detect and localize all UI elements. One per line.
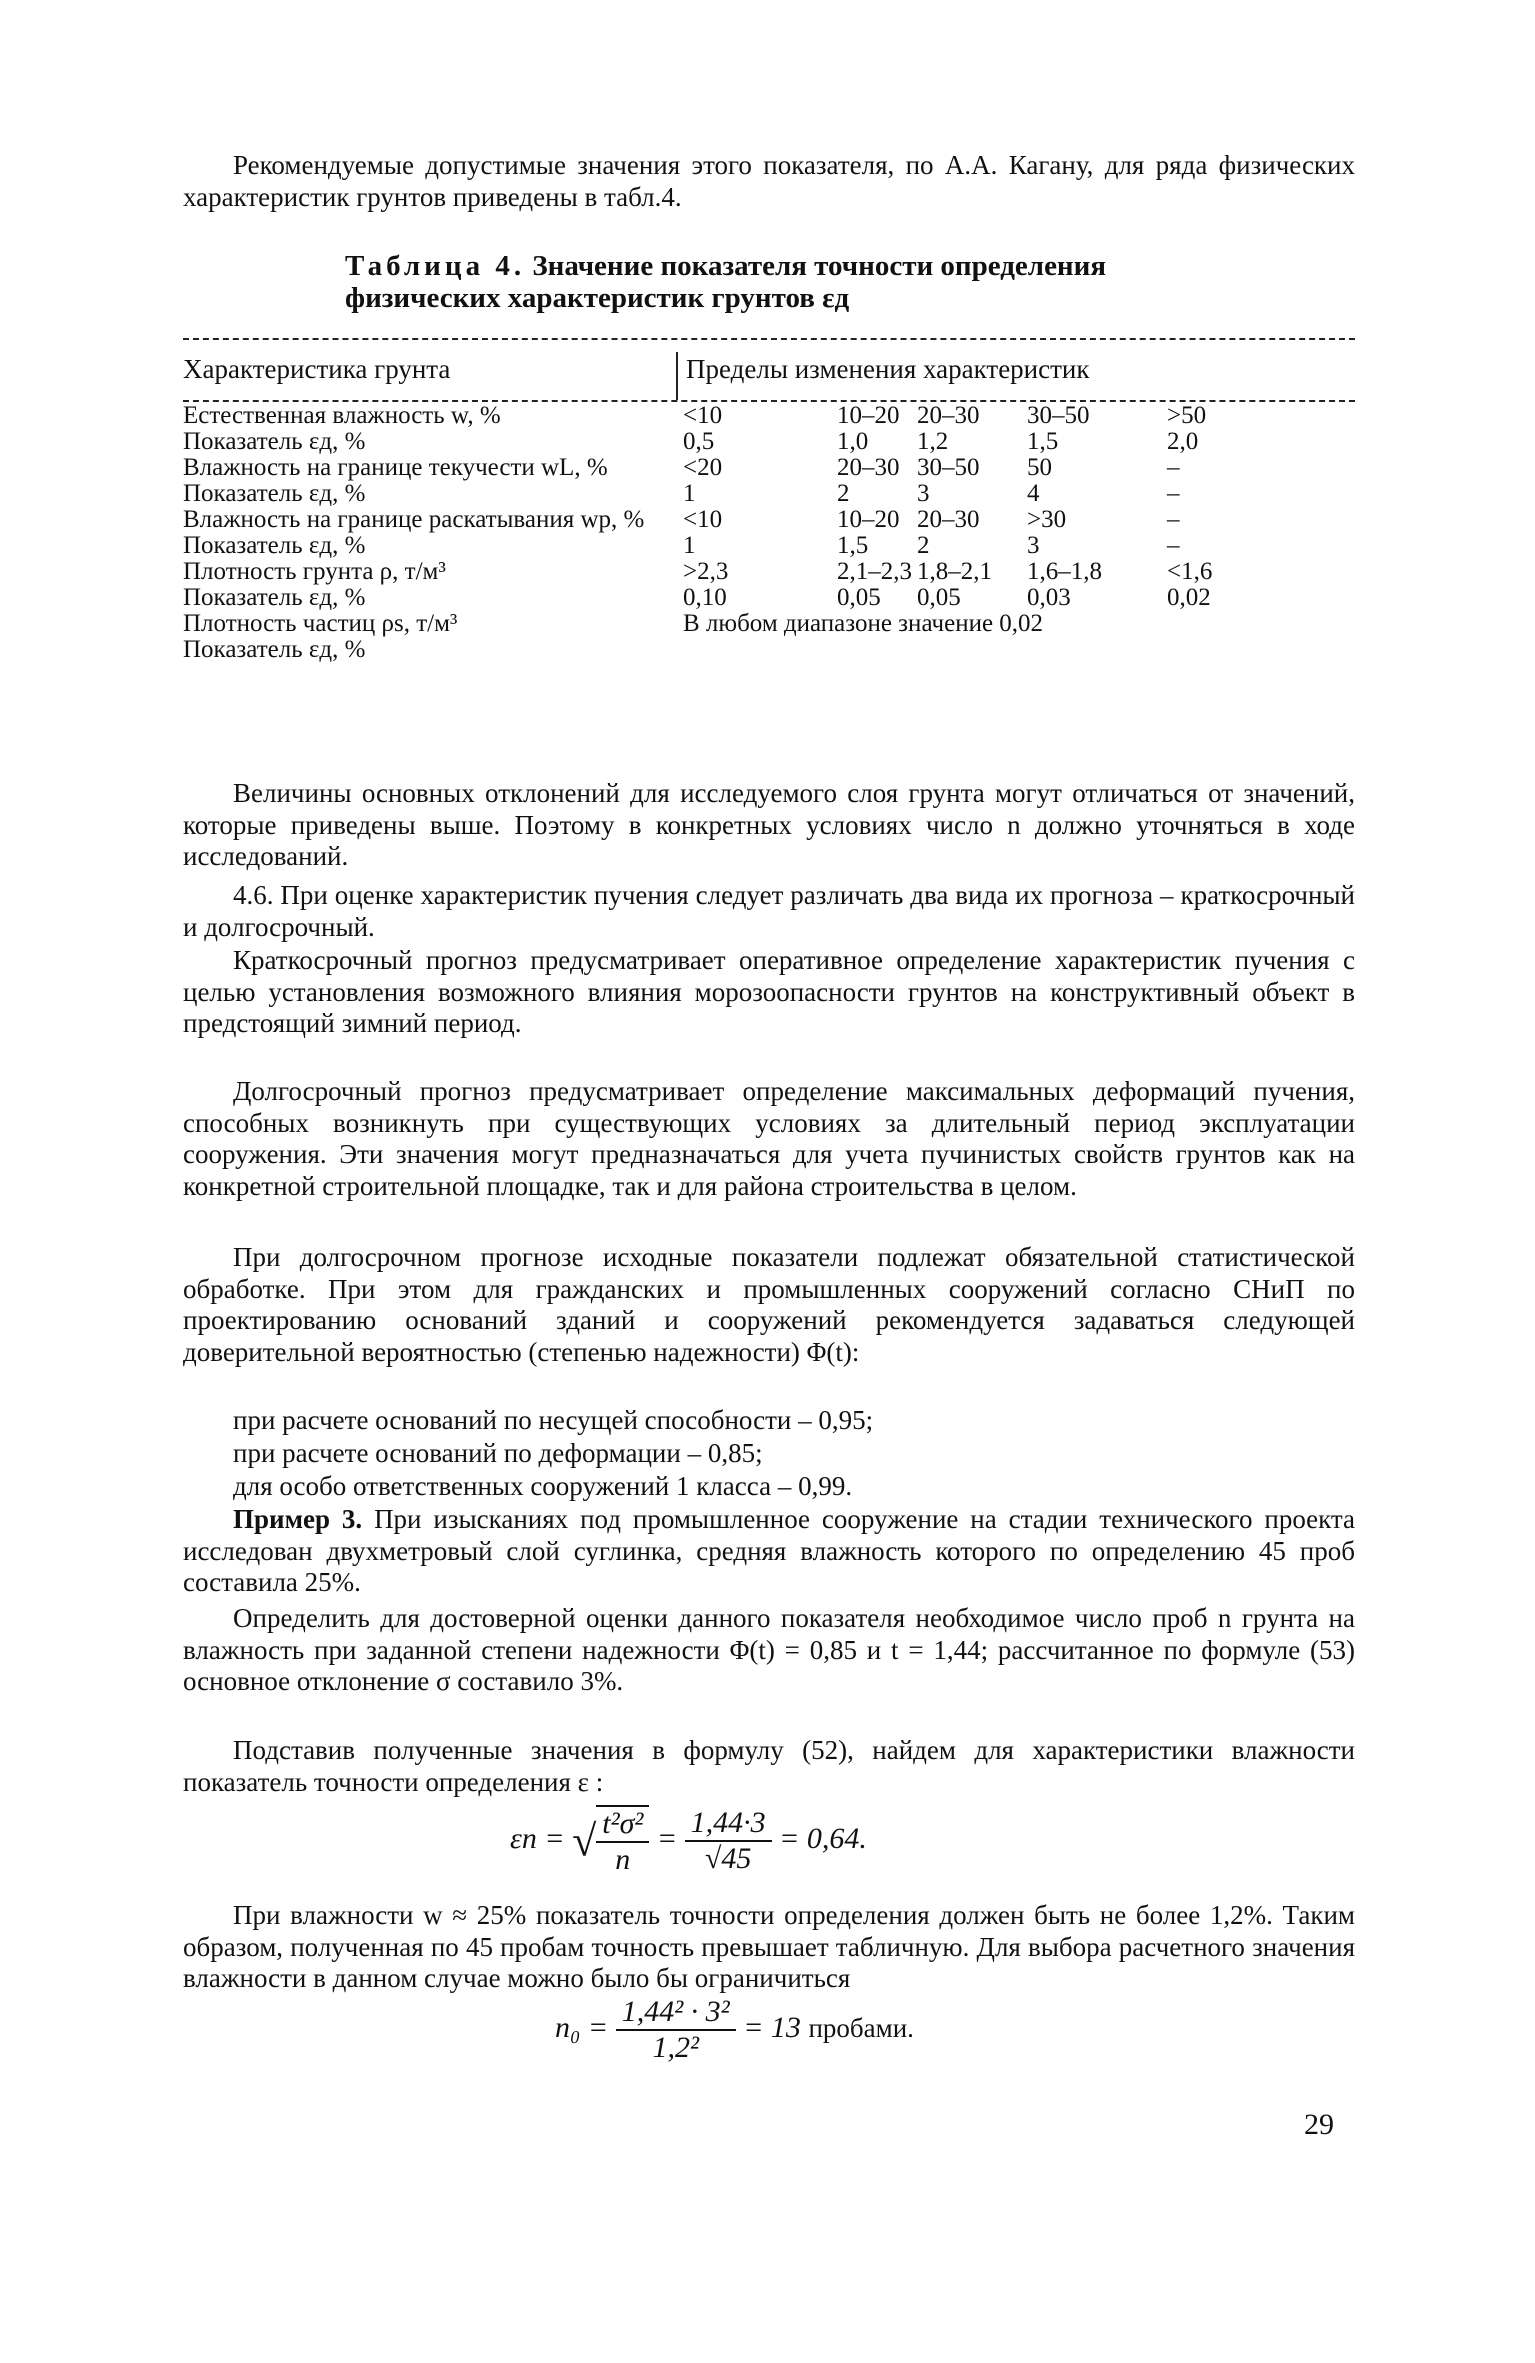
table-cell: 1,2 — [917, 428, 949, 455]
table-cell: <20 — [683, 454, 723, 481]
table-cell: 3 — [1027, 532, 1040, 559]
paragraph-moisture: При влажности w ≈ 25% показатель точности определения должен быть не более 1,2%. Таким образом, полученная по 45 пробам точность превышает табличную. Для выбора расчетного значения влажности в данном случае можно было бы ограничиться — [183, 1900, 1355, 1993]
formula2-result: = 13 — [743, 2010, 801, 2044]
formula1-numerator: t²σ² — [596, 1807, 649, 1843]
list-item: для особо ответственных сооружений 1 класса – 0,99. — [233, 1471, 853, 1501]
formula2-denominator: 1,2² — [652, 2031, 699, 2064]
table-cell: 1,0 — [837, 428, 869, 455]
list-item: при расчете оснований по несущей способности – 0,95; — [233, 1405, 874, 1435]
intro-paragraph: Рекомендуемые допустимые значения этого показателя, по А.А. Кагану, для ряда физических характеристик грунтов приведены в табл.4. — [183, 150, 1355, 212]
list-item: при расчете оснований по деформации – 0,85; — [233, 1438, 763, 1468]
table-cell: >50 — [1167, 402, 1207, 429]
table-row — [183, 637, 1377, 663]
table-cell: 1,6–1,8 — [1027, 558, 1102, 585]
formula1-denominator-2: √45 — [704, 1842, 752, 1875]
table-cell — [1317, 481, 1377, 507]
example-label: Пример 3. — [233, 1504, 363, 1534]
table-cell: 0,02 — [1167, 584, 1211, 611]
table-cell: 30–50 — [1027, 402, 1090, 429]
table-header-divider — [676, 352, 678, 400]
table-row — [183, 585, 1377, 611]
formula1-lhs: εп = — [510, 1821, 565, 1855]
paragraph-determine: Определить для достоверной оценки данного показателя необходимое число проб n грунта на влажность при заданной степени надежности Φ(t) = 0,85 и t = 1,44; рассчитанное по формуле (53) основное отклонение σ составило 3%. — [183, 1603, 1355, 1696]
table-cell — [1027, 637, 1167, 663]
table-cell: 4 — [1027, 480, 1040, 507]
table-cell — [1167, 637, 1317, 663]
table-cell: 50 — [1027, 454, 1052, 481]
table-caption-text: Значение показателя точности определения физических характеристик грунтов εд — [345, 250, 1107, 314]
formula2-lhs: n₀ = — [555, 2010, 609, 2044]
table-row — [183, 455, 1377, 481]
paragraph-4-6: 4.6. При оценке характеристик пучения следует различать два вида их прогноза – краткосрочный и долгосрочный. — [183, 880, 1355, 942]
paragraph-deviations: Величины основных отклонений для исследуемого слоя грунта могут отличаться от значений, которые приведены выше. Поэтому в конкретных условиях число n должно уточняться в ходе исследований. — [183, 778, 1355, 871]
table-cell: В любом диапазоне значение 0,02 — [683, 610, 1044, 637]
table-cell: Показатель εд, % — [183, 480, 366, 507]
table-cell: 0,10 — [683, 584, 727, 611]
table-cell — [837, 637, 917, 663]
table-cell — [1317, 637, 1377, 663]
table-cell: <1,6 — [1167, 558, 1213, 585]
sqrt-icon: √ — [572, 1816, 597, 1866]
formula-epsilon — [510, 1805, 867, 1877]
table-cell: 0,05 — [917, 584, 961, 611]
table-cell: 0,5 — [683, 428, 715, 455]
table-cell — [1317, 533, 1377, 559]
table-row — [183, 403, 1377, 429]
table-cell — [1317, 585, 1377, 611]
paragraph-long-term: Долгосрочный прогноз предусматривает определение максимальных деформаций пучения, способных возникнуть при существующих условиях за длительный период эксплуатации сооружения. Эти значения могут предназначаться для учета пучинистых свойств грунтов как на конкретной строительной площадке, так и для района строительства в целом. — [183, 1076, 1355, 1201]
table-cell: 1 — [683, 532, 696, 559]
table-cell: – — [1167, 454, 1180, 481]
table-cell — [683, 637, 837, 663]
table-cell — [1317, 611, 1377, 637]
table-cell: <10 — [683, 402, 723, 429]
table-row — [183, 507, 1377, 533]
table-cell: Естественная влажность w, % — [183, 402, 501, 429]
table-cell: 1 — [683, 480, 696, 507]
table-cell: 2 — [837, 480, 850, 507]
table-cell: – — [1167, 480, 1180, 507]
table-cell — [1317, 507, 1377, 533]
table-cell: Влажность на границе текучести wL, % — [183, 454, 608, 481]
table-cell — [1317, 403, 1377, 429]
formula2-tail: пробами. — [808, 2012, 914, 2043]
table-cell: 10–20 — [837, 402, 900, 429]
table-row — [183, 481, 1377, 507]
paragraph-example-3 — [183, 1504, 1355, 1599]
table-cell: >30 — [1027, 506, 1067, 533]
table-cell: 20–30 — [917, 402, 980, 429]
table-cell: 0,03 — [1027, 584, 1071, 611]
table-row — [183, 559, 1377, 585]
paragraph-statistics: При долгосрочном прогнозе исходные показатели подлежат обязательной статистической обработке. При этом для гражданских и промышленных сооружений согласно СНиП по проектированию оснований зданий и сооружений рекомендуется задаваться следующей доверительной вероятностью (степенью надежности) Φ(t): — [183, 1242, 1355, 1367]
table-top-rule — [183, 338, 1355, 340]
table-cell: 2 — [917, 532, 930, 559]
table-caption-label: Таблица 4. — [345, 250, 526, 282]
table-cell: – — [1167, 532, 1180, 559]
paragraph-substitute: Подставив полученные значения в формулу (52), найдем для характеристики влажности показатель точности определения ε : — [183, 1735, 1355, 1797]
example-text: При изысканиях под промышленное сооружение на стадии технического проекта исследован двухметровый слой суглинка, средняя влажность которого по определению 45 проб составила 25%. — [183, 1504, 1356, 1597]
table-header-ranges: Пределы изменения характеристик — [686, 354, 1090, 384]
table-cell: 2,0 — [1167, 428, 1199, 455]
formula1-result: = 0,64. — [779, 1821, 867, 1855]
table-cell: Показатель εд, % — [183, 636, 366, 663]
data-table — [183, 403, 1377, 663]
table-cell: >2,3 — [683, 558, 729, 585]
table-cell — [1317, 429, 1377, 455]
table-cell — [1317, 455, 1377, 481]
table-cell: 0,05 — [837, 584, 881, 611]
table-cell: 1,5 — [837, 532, 869, 559]
table-cell: Влажность на границе раскатывания wp, % — [183, 506, 645, 533]
table-cell: 1,8–2,1 — [917, 558, 992, 585]
table-row — [183, 611, 1377, 637]
table-cell: 3 — [917, 480, 930, 507]
table-cell: 20–30 — [837, 454, 900, 481]
table-cell — [917, 637, 1027, 663]
table-cell: 30–50 — [917, 454, 980, 481]
page-number: 29 — [1304, 2108, 1334, 2141]
table-cell: 20–30 — [917, 506, 980, 533]
formula1-numerator-2: 1,44·3 — [685, 1806, 772, 1842]
table-row — [183, 533, 1377, 559]
table-row — [183, 429, 1377, 455]
table-header-characteristic: Характеристика грунта — [183, 354, 451, 384]
formula1-denominator: n — [615, 1843, 631, 1876]
table-cell: – — [1167, 506, 1180, 533]
table-cell — [1317, 559, 1377, 585]
table-caption — [345, 250, 1245, 314]
table-cell: 2,1–2,3 — [837, 558, 912, 585]
paragraph-short-term: Краткосрочный прогноз предусматривает оперативное определение характеристик пучения с целью установления возможного влияния морозоопасности грунтов на конструктивный объект в предстоящий зимний период. — [183, 945, 1355, 1038]
table-cell: Плотность частиц ρs, т/м³ — [183, 610, 458, 637]
table-cell: <10 — [683, 506, 723, 533]
table-cell: Плотность грунта ρ, т/м³ — [183, 558, 446, 585]
table-cell: Показатель εд, % — [183, 428, 366, 455]
table-cell: Показатель εд, % — [183, 584, 366, 611]
table-cell: Показатель εд, % — [183, 532, 366, 559]
table-cell: 1,5 — [1027, 428, 1059, 455]
formula1-equals: = — [656, 1821, 678, 1855]
table-cell: 10–20 — [837, 506, 900, 533]
formula2-numerator: 1,44² · 3² — [616, 1995, 736, 2031]
formula-n0 — [555, 1995, 914, 2065]
